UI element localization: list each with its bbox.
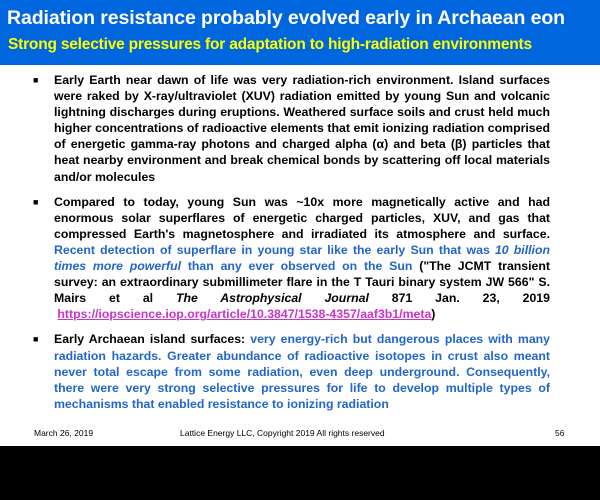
footer-date: March 26, 2019 bbox=[34, 428, 94, 438]
bullet-3-highlight: very energy-rich but dangerous places with many radiation hazards. Greater abundance of radioactive isotopes in crust also meant never total escape from some radiation, even deep underground. Consequently, there were very strong selective pressures for life to develop multiple types of mechanisms that enabled resistance to ionizing radiation bbox=[54, 332, 551, 411]
bullet-3-intro: Early Archaean island surfaces: bbox=[54, 332, 246, 347]
bullet-item-3 bbox=[30, 331, 550, 411]
citation-close: ) bbox=[431, 307, 436, 322]
bullet-2-highlight: Recent detection of superflare in young star like the early Sun that was bbox=[54, 242, 490, 257]
bullet-2-emphasis: 10 billion times more powerful bbox=[54, 242, 550, 274]
article-link[interactable]: https://iopscience.iop.org/article/10.3847/1538-4357/aaf3b1/meta bbox=[57, 307, 432, 322]
bullet-list bbox=[30, 72, 550, 421]
journal-name: The Astrophysical Journal bbox=[175, 291, 369, 306]
slide-subtitle: Strong selective pressures for adaptation to high-radiation environments bbox=[8, 36, 532, 53]
slide-title: Radiation resistance probably evolved early in Archaean eon bbox=[7, 7, 565, 29]
bullet-2-intro: Compared to today, young Sun was ~10x more magnetically active and had enormous solar superflares of energetic charged particles, XUV, and gas that compressed Earth's magnetosphere and irradiated its atmosphere and surface. bbox=[54, 194, 550, 241]
header-banner bbox=[0, 0, 600, 65]
bullet-2-highlight-end: than any ever observed on the Sun bbox=[187, 259, 413, 274]
bullet-icon: ■ bbox=[33, 196, 39, 207]
bullet-2-citation: ("The JCMT transient survey: an extraordinary submillimeter flare in the T Tauri binary system JW 566" S. Mairs et al bbox=[54, 259, 550, 306]
page-number: 56 bbox=[555, 428, 565, 438]
footer-copyright: Lattice Energy LLC, Copyright 2019 All rights reserved bbox=[180, 428, 385, 438]
bullet-icon: ■ bbox=[33, 75, 39, 85]
bullet-icon: ■ bbox=[33, 334, 39, 345]
bullet-1-text: Early Earth near dawn of life was very radiation-rich environment. Island surfaces were raked by X-ray/ultraviolet (XUV) radiation emitted by young Sun and volcanic lightning discharges during eruptions. Weathered surface soils and crust held much higher concentrations of radioactive elements that emit ionizing radiation comprised of energetic gamma-ray photons and charged alpha (α) and beta (β) particles that heat nearby environment and break chemical bonds by scattering off local materials and/or molecules bbox=[54, 73, 550, 184]
journal-issue: 871 Jan. 23, 2019 bbox=[391, 291, 550, 306]
bullet-item-2 bbox=[30, 194, 550, 323]
bullet-item-1 bbox=[30, 72, 550, 185]
